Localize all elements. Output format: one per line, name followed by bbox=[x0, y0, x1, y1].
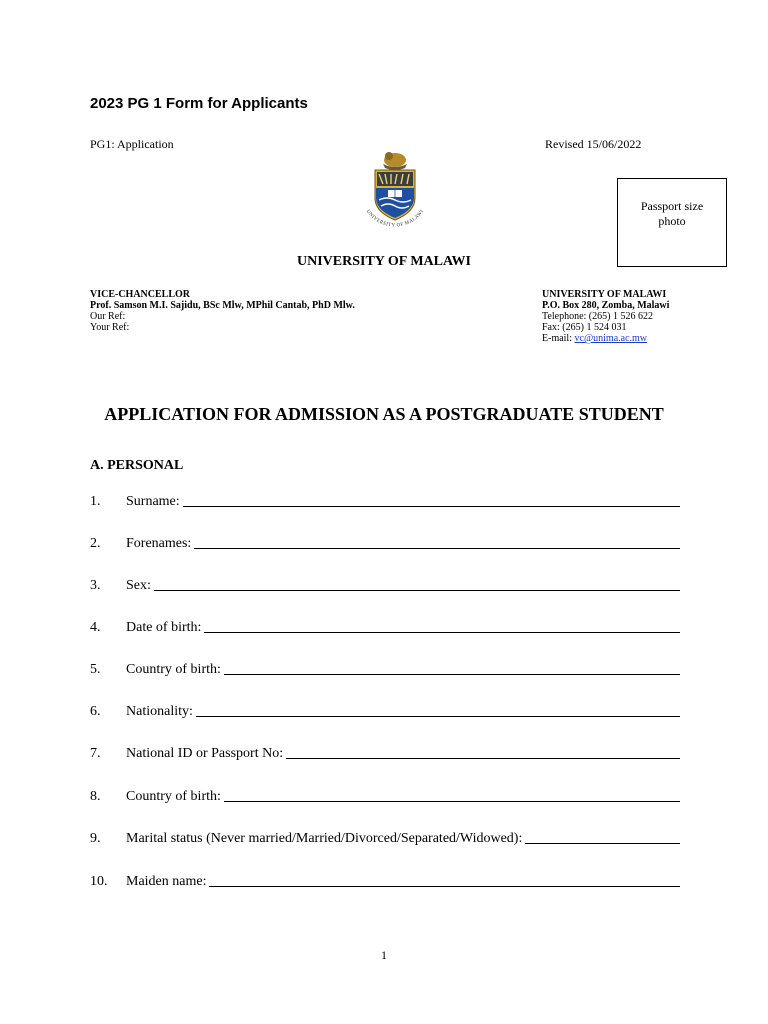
vice-chancellor-block bbox=[90, 290, 355, 334]
vc-role: VICE-CHANCELLOR bbox=[90, 289, 191, 300]
page-number: 1 bbox=[381, 948, 387, 962]
email-label: E-mail: bbox=[542, 333, 575, 344]
country-of-birth-input-line[interactable] bbox=[224, 673, 680, 675]
field-label: Country of birth: bbox=[126, 662, 221, 677]
address-university-name: UNIVERSITY OF MALAWI bbox=[542, 289, 667, 300]
email-line bbox=[542, 334, 669, 344]
fax: Fax: (265) 1 524 031 bbox=[542, 322, 627, 333]
field-number: 3. bbox=[90, 578, 101, 593]
your-ref: Your Ref: bbox=[90, 322, 130, 333]
field-label: Nationality: bbox=[126, 704, 193, 719]
field-forenames[interactable] bbox=[90, 532, 680, 552]
field-national-id[interactable] bbox=[90, 742, 680, 762]
field-number: 6. bbox=[90, 704, 101, 719]
field-label: Marital status (Never married/Married/Divorced/Separated/Widowed): bbox=[126, 831, 523, 846]
photo-box-line1: Passport size bbox=[640, 199, 704, 213]
field-label: Surname: bbox=[126, 494, 180, 509]
vc-name: Prof. Samson M.I. Sajidu, BSc Mlw, MPhil Cantab, PhD Mlw. bbox=[90, 300, 355, 311]
field-number: 9. bbox=[90, 831, 101, 846]
email-link[interactable]: vc@unima.ac.mw bbox=[574, 333, 648, 344]
field-sex[interactable] bbox=[90, 574, 680, 594]
field-label: Sex: bbox=[126, 578, 151, 593]
field-number: 4. bbox=[90, 620, 101, 635]
university-crest-logo bbox=[355, 148, 435, 240]
postal-address: P.O. Box 280, Zomba, Malawi bbox=[542, 300, 670, 311]
nationality-input-line[interactable] bbox=[196, 715, 680, 717]
field-label: Maiden name: bbox=[126, 874, 207, 889]
field-marital-status[interactable] bbox=[90, 827, 680, 847]
field-country-of-birth-2[interactable] bbox=[90, 785, 680, 805]
our-ref: Our Ref: bbox=[90, 311, 126, 322]
field-number: 5. bbox=[90, 662, 101, 677]
field-label: Country of birth: bbox=[126, 789, 221, 804]
form-code: PG1: Application bbox=[90, 137, 174, 151]
application-title: APPLICATION FOR ADMISSION AS A POSTGRADUATE STUDENT bbox=[104, 404, 664, 424]
field-number: 1. bbox=[90, 494, 101, 509]
date-of-birth-input-line[interactable] bbox=[204, 631, 680, 633]
telephone: Telephone: (265) 1 526 622 bbox=[542, 311, 653, 322]
revised-date: Revised 15/06/2022 bbox=[545, 137, 642, 151]
field-maiden-name[interactable] bbox=[90, 870, 680, 890]
maiden-name-input-line[interactable] bbox=[209, 885, 680, 887]
field-number: 7. bbox=[90, 746, 101, 761]
university-address-block bbox=[542, 290, 669, 345]
forenames-input-line[interactable] bbox=[194, 547, 680, 549]
field-number: 10. bbox=[90, 874, 108, 889]
crest-arc-text: UNIVERSITY OF MALAWI bbox=[364, 209, 426, 229]
form-header-title: 2023 PG 1 Form for Applicants bbox=[90, 95, 308, 112]
field-label: National ID or Passport No: bbox=[126, 746, 284, 761]
field-date-of-birth[interactable] bbox=[90, 616, 680, 636]
photo-box-line2: photo bbox=[658, 214, 686, 228]
country-of-birth-2-input-line[interactable] bbox=[224, 800, 680, 802]
field-country-of-birth[interactable] bbox=[90, 658, 680, 678]
field-number: 8. bbox=[90, 789, 101, 804]
field-label: Forenames: bbox=[126, 536, 192, 551]
field-surname[interactable] bbox=[90, 490, 680, 510]
field-label: Date of birth: bbox=[126, 620, 202, 635]
university-title: UNIVERSITY OF MALAWI bbox=[297, 254, 471, 269]
section-a-heading: A. PERSONAL bbox=[90, 458, 184, 473]
surname-input-line[interactable] bbox=[183, 505, 680, 507]
marital-status-input-line[interactable] bbox=[525, 842, 680, 844]
field-number: 2. bbox=[90, 536, 101, 551]
national-id-input-line[interactable] bbox=[286, 757, 680, 759]
field-nationality[interactable] bbox=[90, 700, 680, 720]
sex-input-line[interactable] bbox=[154, 589, 680, 591]
